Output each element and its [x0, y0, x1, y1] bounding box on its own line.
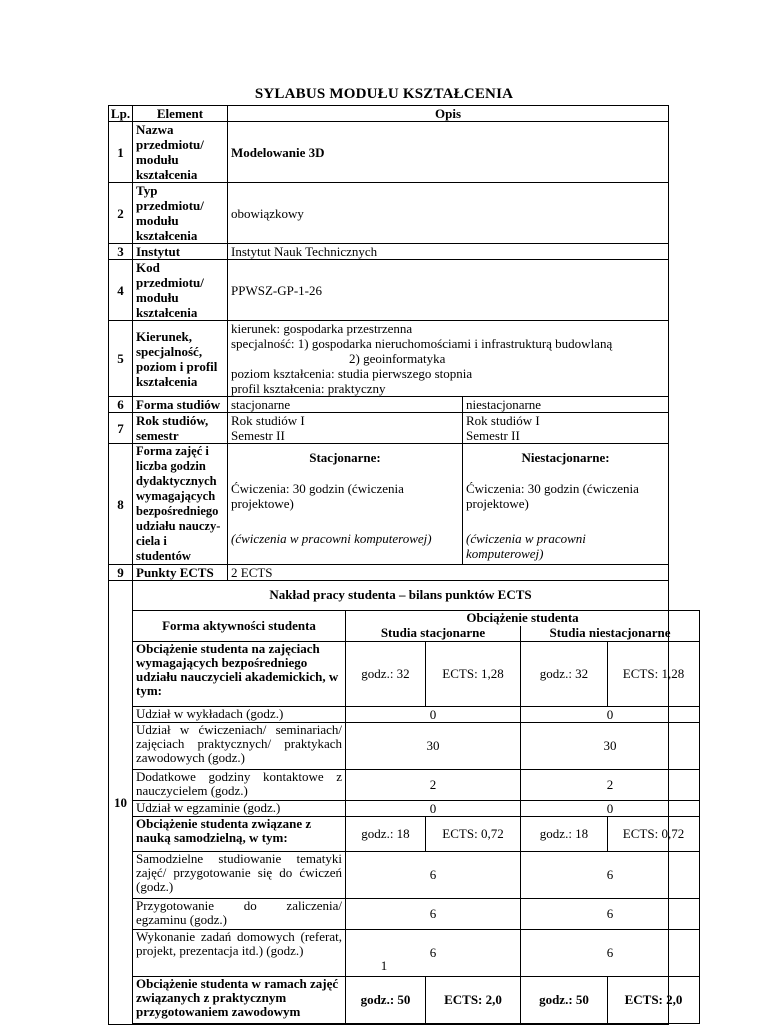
row-6-left: stacjonarne	[228, 397, 463, 413]
row-5-value	[228, 321, 669, 397]
row-9-value: 2 ECTS	[228, 565, 669, 581]
workload-heading: Nakład pracy studenta – bilans punktów ECTS	[269, 587, 532, 602]
row-7	[109, 413, 669, 444]
workload-stacj-value: 6	[346, 899, 521, 930]
workload-row-label: Udział w ćwiczeniach/ seminariach/ zajęciach praktycznych/ praktykach zawodowych (godz.)	[133, 723, 346, 770]
row-8-right	[463, 444, 669, 565]
row-8-element: Forma zajęć i liczba godzin dydaktycznych wymagających bezpośredniego udziału nauczy-ciela i studentów	[133, 444, 228, 565]
workload-niestacj-ects: ECTS: 0,72	[608, 817, 700, 852]
workload-niestacj-value: 6	[521, 899, 700, 930]
workload-stacj-value: 6	[346, 852, 521, 899]
row-5-line-kierunek: kierunek: gospodarka przestrzenna	[231, 321, 413, 336]
workload-niestacj-value: 0	[521, 801, 700, 817]
workload-stacj-ects: ECTS: 1,28	[426, 642, 521, 707]
workload-row	[133, 723, 700, 770]
row-8-right-text: Ćwiczenia: 30 godzin (ćwiczenia projektowe)	[466, 481, 639, 511]
row-7-right-semester: Semestr II	[466, 428, 520, 443]
row-9-lp: 9	[109, 565, 133, 581]
workload-niestacj-value: 0	[521, 707, 700, 723]
row-3	[109, 244, 669, 260]
row-8-left-text: Ćwiczenia: 30 godzin (ćwiczenia projektowe)	[231, 481, 404, 511]
row-7-element: Rok studiów, semestr	[133, 413, 228, 444]
row-5-lp: 5	[109, 321, 133, 397]
row-4-element: Kod przedmiotu/ modułu kształcenia	[133, 260, 228, 321]
workload-row-label: Obciążenie studenta na zajęciach wymagających bezpośredniego udziału nauczycieli akademickich, w tym:	[133, 642, 346, 707]
workload-niestacj-value: 30	[521, 723, 700, 770]
workload-row	[133, 801, 700, 817]
workload-stacj-godz: godz.: 18	[346, 817, 426, 852]
page-number: 1	[380, 958, 388, 973]
workload-stacj-ects: ECTS: 0,72	[426, 817, 521, 852]
row-7-left	[228, 413, 463, 444]
workload-row	[133, 977, 700, 1024]
row-8-lp: 8	[109, 444, 133, 565]
workload-row	[133, 642, 700, 707]
workload-niestacj-ects: ECTS: 2,0	[608, 977, 700, 1024]
workload-stacj-ects: ECTS: 2,0	[426, 977, 521, 1024]
workload-col-niestacjonarne: Studia niestacjonarne	[521, 626, 700, 642]
workload-niestacj-godz: godz.: 32	[521, 642, 608, 707]
workload-row-label: Przygotowanie do zaliczenia/ egzaminu (godz.)	[133, 899, 346, 930]
row-5-line-profil: profil kształcenia: praktyczny	[231, 381, 386, 396]
row-5	[109, 321, 669, 397]
header-element: Element	[133, 106, 228, 122]
row-7-right	[463, 413, 669, 444]
workload-row-label: Udział w wykładach (godz.)	[133, 707, 346, 723]
workload-stacj-godz: godz.: 50	[346, 977, 426, 1024]
header-lp: Lp.	[109, 106, 133, 122]
workload-stacj-value: 30	[346, 723, 521, 770]
row-5-line-poziom: poziom kształcenia: studia pierwszego stopnia	[231, 366, 473, 381]
row-1	[109, 122, 669, 183]
row-3-lp: 3	[109, 244, 133, 260]
row-1-element: Nazwa przedmiotu/ modułu kształcenia	[133, 122, 228, 183]
row-5-element: Kierunek, specjalność, poziom i profil kształcenia	[133, 321, 228, 397]
row-5-line-geoinformatyka: 2) geoinformatyka	[349, 351, 446, 366]
workload-stacj-value: 2	[346, 770, 521, 801]
workload-row	[133, 817, 700, 852]
row-9	[109, 565, 669, 581]
row-1-value: Modelowanie 3D	[228, 122, 669, 183]
row-7-right-year: Rok studiów I	[466, 413, 540, 428]
workload-row	[133, 707, 700, 723]
header-row	[109, 106, 669, 122]
row-8	[109, 444, 669, 565]
workload-col-stacjonarne: Studia stacjonarne	[346, 626, 521, 642]
header-opis: Opis	[228, 106, 669, 122]
row-7-left-year: Rok studiów I	[231, 413, 305, 428]
workload-row-label: Wykonanie zadań domowych (referat, projekt, prezentacja itd.) (godz.)	[133, 930, 346, 977]
workload-row	[133, 852, 700, 899]
syllabus-table	[108, 105, 685, 1025]
row-8-left-heading: Stacjonarne:	[309, 450, 381, 465]
row-4	[109, 260, 669, 321]
workload-row-label: Dodatkowe godziny kontaktowe z nauczycielem (godz.)	[133, 770, 346, 801]
workload-row	[133, 899, 700, 930]
row-2-value: obowiązkowy	[228, 183, 669, 244]
workload-col-forma: Forma aktywności studenta	[133, 611, 346, 642]
row-3-value: Instytut Nauk Technicznych	[228, 244, 669, 260]
document-title: SYLABUS MODUŁU KSZTAŁCENIA	[254, 86, 514, 102]
workload-header-row	[133, 611, 700, 627]
row-9-element: Punkty ECTS	[133, 565, 228, 581]
row-10-lp: 10	[109, 581, 133, 1025]
workload-niestacj-godz: godz.: 18	[521, 817, 608, 852]
row-2-lp: 2	[109, 183, 133, 244]
row-6-right: niestacjonarne	[463, 397, 669, 413]
row-1-lp: 1	[109, 122, 133, 183]
workload-stacj-value: 6	[346, 930, 521, 977]
row-4-value: PPWSZ-GP-1-26	[228, 260, 669, 321]
row-7-lp: 7	[109, 413, 133, 444]
workload-stacj-value: 0	[346, 707, 521, 723]
workload-row	[133, 770, 700, 801]
row-8-left-note: (ćwiczenia w pracowni komputerowej)	[231, 531, 432, 546]
row-5-line-specjalnosc: specjalność: 1) gospodarka nieruchomościami i infrastrukturą budowlaną	[231, 336, 613, 351]
row-2	[109, 183, 669, 244]
row-6-element: Forma studiów	[133, 397, 228, 413]
row-6-lp: 6	[109, 397, 133, 413]
workload-niestacj-value: 6	[521, 852, 700, 899]
workload-row-label: Obciążenie studenta w ramach zajęć związanych z praktycznym przygotowaniem zawodowym	[133, 977, 346, 1024]
row-8-right-heading: Niestacjonarne:	[521, 450, 610, 465]
workload-stacj-value: 0	[346, 801, 521, 817]
row-4-lp: 4	[109, 260, 133, 321]
row-2-element: Typ przedmiotu/ modułu kształcenia	[133, 183, 228, 244]
workload-stacj-godz: godz.: 32	[346, 642, 426, 707]
workload-niestacj-value: 2	[521, 770, 700, 801]
row-8-right-note: (ćwiczenia w pracowni komputerowej)	[466, 531, 586, 561]
workload-row-label: Samodzielne studiowanie tematyki zajęć/ przygotowanie się do ćwiczeń (godz.)	[133, 852, 346, 899]
workload-niestacj-godz: godz.: 50	[521, 977, 608, 1024]
row-6	[109, 397, 669, 413]
workload-row-label: Udział w egzaminie (godz.)	[133, 801, 346, 817]
workload-col-obciazenie: Obciążenie studenta	[346, 611, 700, 627]
workload-niestacj-value: 6	[521, 930, 700, 977]
row-3-element: Instytut	[133, 244, 228, 260]
workload-row-label: Obciążenie studenta związane z nauką samodzielną, w tym:	[133, 817, 346, 852]
workload-niestacj-ects: ECTS: 1,28	[608, 642, 700, 707]
row-7-left-semester: Semestr II	[231, 428, 285, 443]
row-8-left	[228, 444, 463, 565]
